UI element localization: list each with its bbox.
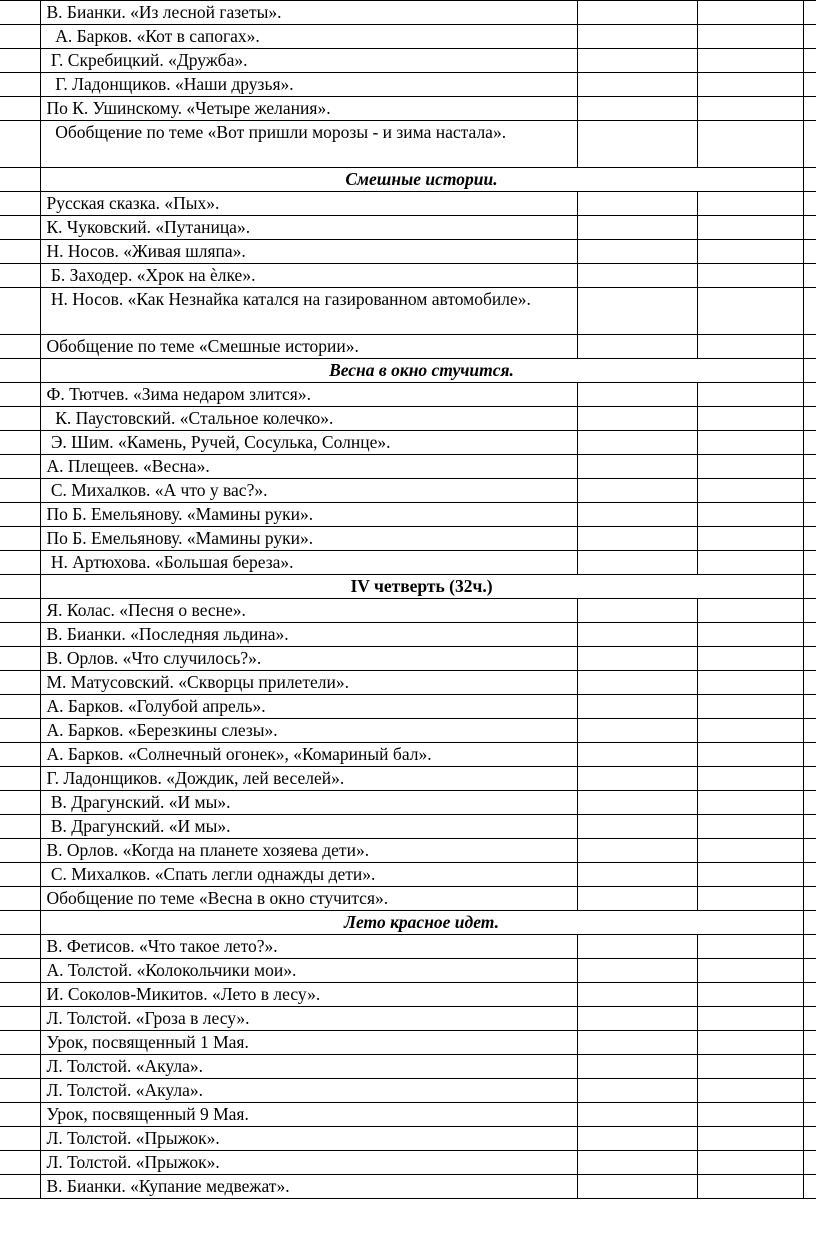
lesson-date-cell <box>577 671 697 695</box>
lesson-note-cell <box>697 1127 803 1151</box>
lesson-edge-cell <box>803 1031 816 1055</box>
lesson-date-cell <box>577 383 697 407</box>
table-row <box>0 1 816 25</box>
lesson-edge-cell <box>803 599 816 623</box>
lesson-date-cell <box>577 935 697 959</box>
lesson-edge-cell <box>803 97 816 121</box>
table-row <box>0 887 816 911</box>
table-row <box>0 288 816 335</box>
lesson-number-cell <box>0 73 40 97</box>
lesson-title: Л. Толстой. «Акула». <box>40 1079 577 1103</box>
table-row <box>0 264 816 288</box>
lesson-title: Б. Заходер. «Хрок на ѐлке». <box>40 264 577 288</box>
lesson-date-cell <box>577 623 697 647</box>
lesson-date-cell <box>577 407 697 431</box>
lesson-number-cell <box>0 887 40 911</box>
section-edge-cell <box>803 911 816 935</box>
lesson-number-cell <box>0 121 40 168</box>
lesson-edge-cell <box>803 25 816 49</box>
lesson-date-cell <box>577 815 697 839</box>
lesson-date-cell <box>577 887 697 911</box>
lesson-title: И. Соколов-Микитов. «Лето в лесу». <box>40 983 577 1007</box>
table-row <box>0 1055 816 1079</box>
section-edge-cell <box>0 575 40 599</box>
lesson-edge-cell <box>803 671 816 695</box>
section-edge-cell <box>0 168 40 192</box>
table-row <box>0 455 816 479</box>
lesson-note-cell <box>697 1079 803 1103</box>
lesson-note-cell <box>697 335 803 359</box>
lesson-edge-cell <box>803 503 816 527</box>
lesson-title: Г. Скребицкий. «Дружба». <box>40 49 577 73</box>
lesson-title: Н. Носов. «Живая шляпа». <box>40 240 577 264</box>
section-edge-cell <box>803 359 816 383</box>
lesson-note-cell <box>697 743 803 767</box>
lesson-edge-cell <box>803 623 816 647</box>
lesson-note-cell <box>697 959 803 983</box>
table-row <box>0 863 816 887</box>
lesson-note-cell <box>697 839 803 863</box>
lesson-title: Обобщение по теме «Весна в окно стучится». <box>40 887 577 911</box>
lesson-number-cell <box>0 551 40 575</box>
lesson-date-cell <box>577 73 697 97</box>
lesson-number-cell <box>0 719 40 743</box>
lesson-date-cell <box>577 97 697 121</box>
table-row <box>0 815 816 839</box>
lesson-edge-cell <box>803 455 816 479</box>
lesson-note-cell <box>697 407 803 431</box>
table-row <box>0 743 816 767</box>
lesson-date-cell <box>577 863 697 887</box>
lesson-note-cell <box>697 791 803 815</box>
lesson-edge-cell <box>803 983 816 1007</box>
lesson-edge-cell <box>803 743 816 767</box>
lesson-number-cell <box>0 503 40 527</box>
table-row <box>0 49 816 73</box>
lesson-edge-cell <box>803 288 816 335</box>
lesson-note-cell <box>697 935 803 959</box>
lesson-title: Н. Носов. «Как Незнайка катался на газированном автомобиле». <box>40 288 577 335</box>
lesson-number-cell <box>0 815 40 839</box>
lesson-edge-cell <box>803 1 816 25</box>
lesson-title: А. Барков. «Березкины слезы». <box>40 719 577 743</box>
lesson-number-cell <box>0 791 40 815</box>
section-heading: Смешные истории. <box>40 168 803 192</box>
lesson-edge-cell <box>803 791 816 815</box>
lesson-edge-cell <box>803 887 816 911</box>
lesson-edge-cell <box>803 1175 816 1199</box>
lesson-edge-cell <box>803 767 816 791</box>
lesson-edge-cell <box>803 863 816 887</box>
lesson-note-cell <box>697 73 803 97</box>
lesson-edge-cell <box>803 695 816 719</box>
lesson-note-cell <box>697 383 803 407</box>
lesson-edge-cell <box>803 431 816 455</box>
section-heading: IV четверть (32ч.) <box>40 575 803 599</box>
lesson-note-cell <box>697 455 803 479</box>
lesson-note-cell <box>697 288 803 335</box>
lesson-date-cell <box>577 599 697 623</box>
lesson-title: В. Бианки. «Последняя льдина». <box>40 623 577 647</box>
lesson-number-cell <box>0 839 40 863</box>
lesson-number-cell <box>0 407 40 431</box>
lesson-title: В. Бианки. «Из лесной газеты». <box>40 1 577 25</box>
lesson-date-cell <box>577 216 697 240</box>
table-row <box>0 839 816 863</box>
lesson-note-cell <box>697 431 803 455</box>
lesson-title: Л. Толстой. «Гроза в лесу». <box>40 1007 577 1031</box>
lesson-number-cell <box>0 623 40 647</box>
lesson-note-cell <box>697 623 803 647</box>
section-edge-cell <box>803 575 816 599</box>
lesson-edge-cell <box>803 264 816 288</box>
lesson-edge-cell <box>803 959 816 983</box>
lesson-edge-cell <box>803 815 816 839</box>
lesson-title: К. Чуковский. «Путаница». <box>40 216 577 240</box>
table-row <box>0 216 816 240</box>
lesson-date-cell <box>577 240 697 264</box>
lesson-title: По Б. Емельянову. «Мамины руки». <box>40 503 577 527</box>
lesson-title: С. Михалков. «Спать легли однажды дети». <box>40 863 577 887</box>
lesson-number-cell <box>0 192 40 216</box>
table-row <box>0 1079 816 1103</box>
lesson-date-cell <box>577 455 697 479</box>
lesson-number-cell <box>0 863 40 887</box>
section-edge-cell <box>0 911 40 935</box>
lesson-note-cell <box>697 49 803 73</box>
lesson-title: По Б. Емельянову. «Мамины руки». <box>40 527 577 551</box>
lesson-title: А. Барков. «Кот в сапогах». <box>40 25 577 49</box>
lesson-date-cell <box>577 695 697 719</box>
table-row <box>0 671 816 695</box>
lesson-edge-cell <box>803 192 816 216</box>
lesson-number-cell <box>0 671 40 695</box>
lesson-note-cell <box>697 767 803 791</box>
table-row <box>0 383 816 407</box>
table-row <box>0 935 816 959</box>
lesson-edge-cell <box>803 527 816 551</box>
lesson-note-cell <box>697 815 803 839</box>
lesson-title: По К. Ушинскому. «Четыре желания». <box>40 97 577 121</box>
lesson-note-cell <box>697 121 803 168</box>
lesson-title: Л. Толстой. «Акула». <box>40 1055 577 1079</box>
lesson-edge-cell <box>803 647 816 671</box>
lesson-number-cell <box>0 527 40 551</box>
lesson-date-cell <box>577 647 697 671</box>
lesson-edge-cell <box>803 935 816 959</box>
table-row <box>0 1127 816 1151</box>
lesson-edge-cell <box>803 49 816 73</box>
lesson-title: Ф. Тютчев. «Зима недаром злится». <box>40 383 577 407</box>
lesson-title: Л. Толстой. «Прыжок». <box>40 1127 577 1151</box>
lesson-date-cell <box>577 983 697 1007</box>
lesson-title: Э. Шим. «Камень, Ручей, Сосулька, Солнце». <box>40 431 577 455</box>
lesson-number-cell <box>0 1055 40 1079</box>
table-row <box>0 791 816 815</box>
lesson-title: Обобщение по теме «Смешные истории». <box>40 335 577 359</box>
lesson-edge-cell <box>803 1103 816 1127</box>
lesson-edge-cell <box>803 1127 816 1151</box>
lesson-title: Урок, посвященный 9 Мая. <box>40 1103 577 1127</box>
lesson-title: В. Фетисов. «Что такое лето?». <box>40 935 577 959</box>
lesson-title: Урок, посвященный 1 Мая. <box>40 1031 577 1055</box>
lesson-edge-cell <box>803 121 816 168</box>
lesson-note-cell <box>697 647 803 671</box>
table-row <box>0 192 816 216</box>
table-row <box>0 1151 816 1175</box>
lesson-number-cell <box>0 335 40 359</box>
lesson-title: В. Орлов. «Когда на планете хозяева дети». <box>40 839 577 863</box>
section-heading-row <box>0 168 816 192</box>
table-row <box>0 1031 816 1055</box>
table-row <box>0 527 816 551</box>
lesson-date-cell <box>577 1127 697 1151</box>
lesson-edge-cell <box>803 73 816 97</box>
lesson-title: С. Михалков. «А что у вас?». <box>40 479 577 503</box>
lesson-note-cell <box>697 1 803 25</box>
lesson-date-cell <box>577 503 697 527</box>
table-row <box>0 599 816 623</box>
lesson-note-cell <box>697 1055 803 1079</box>
table-row <box>0 959 816 983</box>
lesson-edge-cell <box>803 335 816 359</box>
lesson-number-cell <box>0 288 40 335</box>
table-row <box>0 623 816 647</box>
lesson-edge-cell <box>803 240 816 264</box>
lesson-edge-cell <box>803 839 816 863</box>
lesson-number-cell <box>0 49 40 73</box>
table-row <box>0 97 816 121</box>
lesson-date-cell <box>577 1 697 25</box>
lesson-date-cell <box>577 264 697 288</box>
lesson-date-cell <box>577 959 697 983</box>
lesson-edge-cell <box>803 719 816 743</box>
lesson-number-cell <box>0 647 40 671</box>
lesson-number-cell <box>0 1103 40 1127</box>
lesson-title: Г. Ладонщиков. «Дождик, лей веселей». <box>40 767 577 791</box>
lesson-number-cell <box>0 935 40 959</box>
table-row <box>0 647 816 671</box>
table-row <box>0 431 816 455</box>
lesson-date-cell <box>577 1055 697 1079</box>
lesson-edge-cell <box>803 1079 816 1103</box>
lesson-edge-cell <box>803 383 816 407</box>
section-heading: Весна в окно стучится. <box>40 359 803 383</box>
lesson-number-cell <box>0 743 40 767</box>
lesson-date-cell <box>577 49 697 73</box>
lesson-number-cell <box>0 479 40 503</box>
lesson-note-cell <box>697 551 803 575</box>
lesson-number-cell <box>0 1031 40 1055</box>
lesson-edge-cell <box>803 1007 816 1031</box>
lesson-number-cell <box>0 25 40 49</box>
lesson-number-cell <box>0 97 40 121</box>
lesson-number-cell <box>0 983 40 1007</box>
lesson-date-cell <box>577 839 697 863</box>
lesson-title: Г. Ладонщиков. «Наши друзья». <box>40 73 577 97</box>
lesson-number-cell <box>0 383 40 407</box>
table-row <box>0 73 816 97</box>
lesson-note-cell <box>697 25 803 49</box>
lesson-note-cell <box>697 863 803 887</box>
lesson-number-cell <box>0 959 40 983</box>
lesson-date-cell <box>577 1103 697 1127</box>
table-row <box>0 1103 816 1127</box>
lesson-number-cell <box>0 264 40 288</box>
lesson-edge-cell <box>803 479 816 503</box>
lesson-date-cell <box>577 791 697 815</box>
table-row <box>0 25 816 49</box>
lesson-title: М. Матусовский. «Скворцы прилетели». <box>40 671 577 695</box>
lesson-date-cell <box>577 121 697 168</box>
table-row <box>0 695 816 719</box>
table-row <box>0 983 816 1007</box>
lesson-date-cell <box>577 1175 697 1199</box>
lesson-date-cell <box>577 719 697 743</box>
lesson-note-cell <box>697 599 803 623</box>
lesson-edge-cell <box>803 551 816 575</box>
lesson-date-cell <box>577 431 697 455</box>
lesson-date-cell <box>577 527 697 551</box>
lesson-note-cell <box>697 97 803 121</box>
lesson-number-cell <box>0 767 40 791</box>
table-row <box>0 240 816 264</box>
lesson-date-cell <box>577 335 697 359</box>
lesson-date-cell <box>577 1079 697 1103</box>
lesson-edge-cell <box>803 407 816 431</box>
lesson-title: В. Драгунский. «И мы». <box>40 815 577 839</box>
lesson-date-cell <box>577 288 697 335</box>
section-edge-cell <box>803 168 816 192</box>
lesson-title: А. Барков. «Голубой апрель». <box>40 695 577 719</box>
lesson-title: Я. Колас. «Песня о весне». <box>40 599 577 623</box>
lesson-title: Обобщение по теме «Вот пришли морозы - и зима настала». <box>40 121 577 168</box>
section-heading: Лето красное идет. <box>40 911 803 935</box>
lesson-number-cell <box>0 240 40 264</box>
lesson-title: В. Орлов. «Что случилось?». <box>40 647 577 671</box>
lesson-date-cell <box>577 1031 697 1055</box>
table-row <box>0 407 816 431</box>
lesson-title: Н. Артюхова. «Большая береза». <box>40 551 577 575</box>
table-row <box>0 121 816 168</box>
table-row <box>0 503 816 527</box>
lesson-date-cell <box>577 743 697 767</box>
lesson-edge-cell <box>803 1055 816 1079</box>
table-row <box>0 1175 816 1199</box>
lesson-number-cell <box>0 431 40 455</box>
table-row <box>0 767 816 791</box>
lesson-date-cell <box>577 192 697 216</box>
lesson-date-cell <box>577 1151 697 1175</box>
lesson-note-cell <box>697 527 803 551</box>
lesson-note-cell <box>697 671 803 695</box>
lesson-note-cell <box>697 983 803 1007</box>
lesson-number-cell <box>0 216 40 240</box>
lesson-title: Русская сказка. «Пых». <box>40 192 577 216</box>
lesson-edge-cell <box>803 1151 816 1175</box>
lesson-date-cell <box>577 479 697 503</box>
lesson-number-cell <box>0 455 40 479</box>
lesson-title: А. Барков. «Солнечный огонек», «Комариный бал». <box>40 743 577 767</box>
lesson-number-cell <box>0 1079 40 1103</box>
lesson-number-cell <box>0 695 40 719</box>
table-row <box>0 335 816 359</box>
lesson-date-cell <box>577 551 697 575</box>
table-row <box>0 551 816 575</box>
lesson-plan-body <box>0 1 816 1199</box>
lesson-note-cell <box>697 1007 803 1031</box>
lesson-number-cell <box>0 1127 40 1151</box>
lesson-date-cell <box>577 25 697 49</box>
lesson-title: В. Бианки. «Купание медвежат». <box>40 1175 577 1199</box>
lesson-note-cell <box>697 216 803 240</box>
lesson-title: А. Плещеев. «Весна». <box>40 455 577 479</box>
lesson-title: Л. Толстой. «Прыжок». <box>40 1151 577 1175</box>
table-row <box>0 1007 816 1031</box>
lesson-number-cell <box>0 1151 40 1175</box>
section-heading-row <box>0 911 816 935</box>
lesson-note-cell <box>697 192 803 216</box>
table-row <box>0 719 816 743</box>
lesson-note-cell <box>697 1031 803 1055</box>
lesson-note-cell <box>697 264 803 288</box>
lesson-title: А. Толстой. «Колокольчики мои». <box>40 959 577 983</box>
table-row <box>0 479 816 503</box>
lesson-note-cell <box>697 695 803 719</box>
lesson-note-cell <box>697 719 803 743</box>
section-edge-cell <box>0 359 40 383</box>
lesson-number-cell <box>0 599 40 623</box>
lesson-date-cell <box>577 1007 697 1031</box>
lesson-title: К. Паустовский. «Стальное колечко». <box>40 407 577 431</box>
lesson-note-cell <box>697 1151 803 1175</box>
section-heading-row <box>0 575 816 599</box>
lesson-note-cell <box>697 1175 803 1199</box>
lesson-title: В. Драгунский. «И мы». <box>40 791 577 815</box>
lesson-number-cell <box>0 1 40 25</box>
lesson-note-cell <box>697 503 803 527</box>
lesson-note-cell <box>697 887 803 911</box>
lesson-number-cell <box>0 1175 40 1199</box>
lesson-note-cell <box>697 479 803 503</box>
lesson-date-cell <box>577 767 697 791</box>
lesson-note-cell <box>697 240 803 264</box>
lesson-number-cell <box>0 1007 40 1031</box>
lesson-edge-cell <box>803 216 816 240</box>
section-heading-row <box>0 359 816 383</box>
lesson-note-cell <box>697 1103 803 1127</box>
